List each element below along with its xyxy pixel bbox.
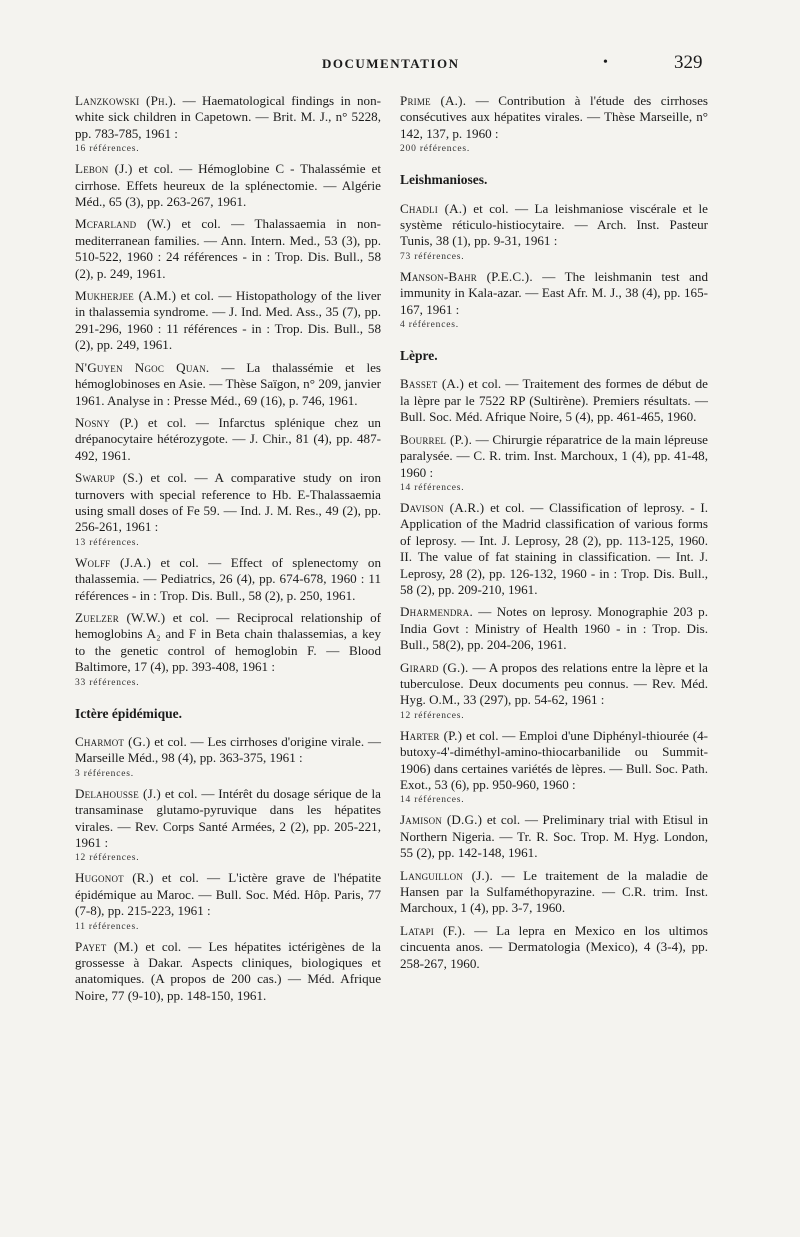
entry-citation: et col. — Emploi d'une Diphényl-thiourée (4-butoxy-4'-diméthyl-amino-thiocarbanilide ou Summit-1906) dans certaines variétés de lèpres. — Bull. Soc. Path. Exot., 53 (6), pp. 950-960, 1960 : (400, 727, 708, 792)
entry-author: Chadli (A.) (400, 200, 467, 216)
entry-author: Girard (G.). (400, 659, 469, 675)
entry-citation: — Notes on leprosy. Monographie 203 p. India Govt : Ministry of Health 1960 - in : Trop. Dis. Bull., 58(2), pp. 204-206, 1961. (400, 604, 708, 653)
entry-citation: et col. — Intérêt du dosage sérique de la transaminase glutamo-pyruvique dans les hépatites virales. — Rev. Corps Santé Armées, 2 (2), pp. 205-221, 1961 : (75, 785, 381, 851)
entry-citation: et col. — Les cirrhoses d'origine virale. — Marseille Méd., 98 (4), pp. 363-375, 1961 : (75, 734, 382, 766)
entry-author: Mukherjee (A.M.) (75, 288, 177, 304)
entry-citation: et col. — Preliminary trial with Etisul in Northern Nigeria. — Tr. R. Soc. Trop. M. Hyg. London, 55 (2), pp. 142-148, 1961. (400, 812, 709, 861)
bibliography-entry (75, 870, 381, 932)
entry-author: Latapi (F.). (400, 922, 466, 938)
entry-author: Lanzkowski (Ph.). (75, 93, 177, 108)
bibliography-entry (400, 500, 708, 598)
entry-citation: — A propos des relations entre la lèpre et la tuberculose. Deux documents peu connus. — Rev. Méd. Hyg. O.M., 33 (297), pp. 54-62, 1961 : (400, 659, 708, 708)
entry-citation: et col. — Hémoglobine C - Thalassémie et cirrhose. Effets heureux de la splénectomie. — Algérie Méd., 65 (3), pp. 263-267, 1961. (75, 161, 381, 210)
bibliography-entry (400, 93, 708, 155)
left-column (75, 93, 381, 1010)
entry-citation: — The leishmanin test and immunity in Kala-azar. — East Afr. M. J., 38 (4), pp. 165-167, 1961 : (400, 268, 708, 317)
entry-citation: et col. — Les hépatites ictérigènes de la grossesse à Dakar. Aspects cliniques, biologiques et anatomiques. (A propos de 200 cas.) — Méd. Afrique Noire, 77 (9-10), pp. 148-150, 1961. (75, 938, 381, 1003)
bibliography-entry (75, 93, 381, 155)
entry-author: Jamison (D.G.) (400, 812, 483, 828)
entry-author: Basset (A.) (400, 376, 465, 392)
bibliography-entry (75, 161, 381, 210)
running-title: DOCUMENTATION (322, 56, 460, 71)
bibliography-entry (400, 432, 708, 494)
entry-author: Delahousse (J.) (75, 785, 161, 801)
bibliography-entry (75, 216, 381, 282)
entry-citation: et col. — Infarctus splénique chez un drépanocytaire hétérozygote. — J. Chir., 81 (4), pp. 487-492, 1961. (75, 414, 381, 463)
section-heading: Ictère épidémique. (75, 705, 182, 721)
entry-author: Wolff (J.A.) (75, 554, 152, 570)
entry-reference-count: 12 références. (400, 710, 465, 721)
entry-reference-count: 3 références. (75, 768, 134, 779)
entry-citation: et col. — La leishmaniose viscérale et le système réticulo-histiocytaire. — Arch. Inst. Pasteur Tunis, 38 (1), pp. 9-31, 1961 : (400, 200, 708, 249)
entry-citation: et col. — Effect of splenectomy on thalassemia. — Pediatrics, 26 (4), pp. 674-678, 1960 : 11 références - in : Trop. Dis. Bull., 58 (2), p. 250, 1961. (75, 554, 381, 603)
entry-reference-count: 11 références. (75, 921, 140, 932)
entry-author: Hugonot (R.) (75, 870, 154, 886)
bibliography-entry (400, 660, 708, 722)
entry-reference-count: 12 références. (75, 853, 140, 864)
entry-citation: — La thalassémie et les hémoglobinoses en Asie. — Thèse Saïgon, n° 209, janvier 1961. Analyse in : Presse Méd., 69 (16), p. 746, 1961. (75, 359, 381, 408)
bibliography-entry (400, 923, 708, 972)
entry-citation: et col. — Traitement des formes de début de la lèpre par le 7522 RP (Sultirène). Premiers résultats. — Bull. Soc. Méd. Afrique Noire, 5 (4), pp. 461-465, 1960. (400, 376, 708, 425)
entry-reference-count: 33 références. (75, 677, 140, 688)
bibliography-entry (75, 734, 381, 780)
entry-citation: — Le traitement de la maladie de Hansen par la Sulfaméthopyrazine. — C.R. trim. Inst. Marchoux, 1 (4), pp. 3-7, 1960. (400, 867, 708, 916)
entry-author: Nosny (P.) (75, 414, 139, 430)
page-number: 329 (674, 52, 703, 73)
bibliography-entry (75, 555, 381, 604)
bibliography-entry (75, 939, 381, 1005)
entry-citation: — Contribution à l'étude des cirrhoses consécutives aux hépatites virales. — Thèse Marseille, n° 142, 137, p. 1960 : (400, 93, 709, 141)
bibliography-entry (400, 868, 708, 917)
entry-author: Swarup (S.) (75, 470, 143, 486)
entry-reference-count: 14 références. (400, 482, 465, 493)
bibliography-entry (400, 201, 708, 263)
running-header (0, 52, 800, 74)
header-bullet: • (603, 55, 608, 70)
entry-reference-count: 4 références. (400, 320, 459, 331)
section-heading: Lèpre. (400, 348, 438, 364)
entry-author: Lebon (J.) (75, 161, 133, 177)
bibliography-entry (75, 470, 381, 549)
bibliography-entry (400, 376, 708, 425)
entry-citation: et col. — Classification of leprosy. - I. Application of the Madrid classification of various forms of leprosy. — Int. J. Leprosy, 28 (2), pp. 113-125, 1960. II. The value of fat staining in classification. — Int. J. Leprosy, 28 (2), pp. 126-132, 1960 - in : Trop. Dis. Bull., 58 (2), pp. 209-210, 1961. (400, 499, 709, 597)
entry-reference-count: 16 références. (75, 144, 140, 155)
entry-citation: et col. — A comparative study on iron turnovers with special reference to Hb. E-Thalassaemia using small doses of Fe 59. — Ind. J. M. Res., 49 (2), pp. 256-261, 1961 : (75, 470, 381, 535)
entry-author: Dharmendra. (400, 604, 473, 620)
bibliography-entry (400, 728, 708, 807)
entry-author: Payet (M.) (75, 938, 139, 954)
entry-reference-count: 13 références. (75, 537, 140, 548)
entry-citation: — Haematological findings in non-white sick children in Capetown. — Brit. M. J., n° 5228, pp. 783-785, 1961 : (75, 93, 381, 141)
entry-citation: et col. — Reciprocal relationship of hemoglobins A₂ and F in Beta chain thalassemias, a key to the genetic control of hemoglobin F. — Blood Baltimore, 17 (4), pp. 393-408, 1961 : (75, 609, 381, 675)
entry-citation: et col. — L'ictère grave de l'hépatite épidémique au Maroc. — Bull. Soc. Méd. Hôp. Paris, 77 (7-8), pp. 215-223, 1961 : (75, 870, 382, 919)
bibliography-entry (75, 288, 381, 354)
entry-citation: et col. — Thalassaemia in non-mediterranean families. — Ann. Intern. Med., 53 (3), pp. 510-522, 1960 : 24 références - in : Trop. Dis. Bull., 58 (2), p. 249, 1961. (75, 216, 381, 281)
entry-citation: — Chirurgie réparatrice de la main lépreuse paralysée. — C. R. trim. Inst. Marchoux, 1 (4), pp. 41-48, 1960 : (400, 431, 708, 480)
entry-citation: — La lepra en Mexico en los ultimos cincuenta anos. — Dermatologia (Mexico), 4 (3-4), pp. 258-267, 1960. (400, 922, 708, 971)
bibliography-entry (75, 786, 381, 865)
bibliography-entry (400, 812, 708, 861)
entry-author: Davison (A.R.) (400, 499, 485, 515)
entry-reference-count: 73 références. (400, 251, 465, 262)
entry-author: Charmot (G.) (75, 734, 151, 749)
bibliography-entry (400, 604, 708, 653)
entry-author: Prime (A.). (400, 93, 467, 108)
right-column (400, 93, 708, 978)
entry-author: Zuelzer (W.W.) (75, 609, 166, 625)
entry-author: Harter (P.) (400, 727, 463, 743)
entry-reference-count: 14 références. (400, 795, 465, 806)
section-heading: Leishmanioses. (400, 172, 488, 188)
entry-author: Manson-Bahr (P.E.C.). (400, 268, 533, 284)
entry-reference-count: 200 références. (400, 144, 471, 155)
bibliography-entry (400, 269, 708, 331)
bibliography-entry (75, 610, 381, 689)
entry-citation: et col. — Histopathology of the liver in thalassemia syndrome. — J. Ind. Med. Ass., 35 (7), pp. 291-296, 1960 : 11 références - in : Trop. Dis. Bull., 58 (2), pp. 249, 1961. (75, 288, 381, 353)
entry-author: Bourrel (P.). (400, 431, 473, 447)
bibliography-entry (75, 415, 381, 464)
entry-author: Languillon (J.). (400, 867, 494, 883)
bibliography-entry (75, 360, 381, 409)
entry-author: N'Guyen Ngoc Quan. (75, 359, 210, 375)
entry-author: Mcfarland (W.) (75, 216, 171, 232)
